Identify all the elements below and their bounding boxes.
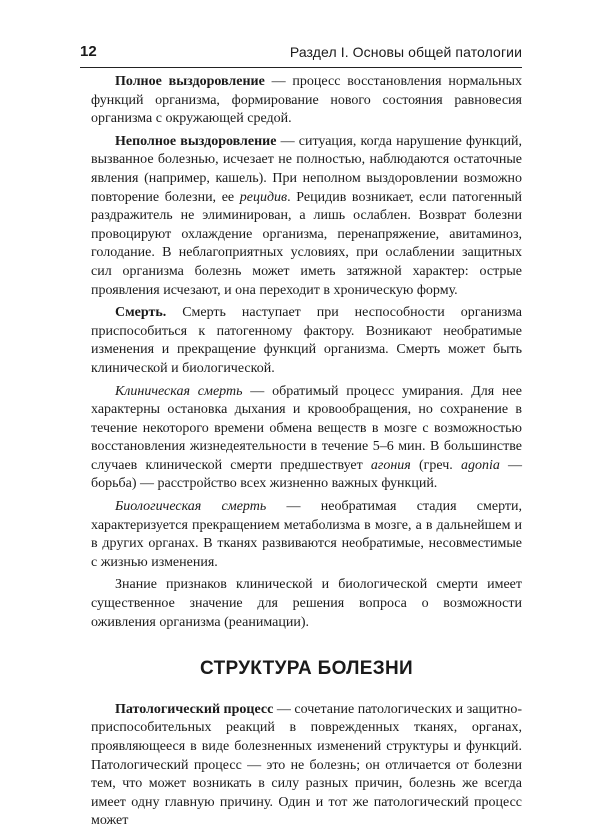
paragraph-text: — обратимый процесс умирания. Для нее характерны остановка дыхания и кровообращения, но сохранение в течение некоторого времени обмена веществ в мозге с возможностью восстановления жизнедеятельности в течение 5–6 мин. В большинстве случаев клинической смерти предшествует [91, 383, 522, 473]
paragraph-full-recovery [91, 73, 522, 129]
paragraph-text: — борьба) — расстройство всех жизненно важных функций. [91, 457, 523, 492]
term-full-recovery: Полное выздоровление [115, 74, 265, 89]
term-agony: агония [370, 457, 411, 473]
term-agonia: agonia [460, 457, 500, 473]
paragraph-text: (греч. [410, 457, 461, 473]
paragraph-death [91, 304, 522, 378]
term-biological-death: Биологическая смерть [115, 499, 267, 515]
paragraph-text: — необратимая стадия смерти, характеризуется прекращением метаболизма в мозге, а в дальнейшем и в других органах. В тканях развиваются необратимые, несовместимые с жизнью изменения. [91, 499, 522, 570]
term-partial-recovery: Неполное выздоровление [115, 133, 277, 149]
term-relapse: рецидив [239, 189, 288, 205]
paragraph-text: Смерть наступает при неспособности организма приспособиться к патогенному фактору. Возникают необратимые изменения и прекращение функций организма. Смерть может быть клинической и биологической. [91, 305, 522, 376]
paragraph-text: — сочетание патологических и защитно-приспособительных реакций в поврежденных тканях, органах, проявляющееся в виде болезненных изменений структуры и функций. Патологический процесс — это не болезнь; он отличается от болезни тем, что может возникать в силу разных причин, болезнь же всегда имеет одну главную причину. Один и тот же патологический процесс может [91, 701, 522, 829]
term-clinical-death: Клиническая смерть [115, 383, 243, 399]
paragraph-clinical-death [91, 383, 522, 495]
paragraph-partial-recovery [91, 133, 522, 300]
paragraph-text: — процесс восстановления нормальных функций организма, формирование нового состояния равновесия организма с окружающей средой. [91, 74, 523, 127]
paragraph-knowledge [91, 576, 522, 632]
running-header [80, 41, 522, 68]
term-pathological-process: Патологический процесс [115, 701, 274, 717]
paragraph-text: Знание признаков клинической и биологической смерти имеет существенное значение для решения вопроса о возможности оживления организма (реанимации). [91, 577, 522, 630]
section-heading: СТРУКТУРА БОЛЕЗНИ [200, 658, 413, 680]
paragraph-pathological-process [91, 701, 522, 831]
paragraph-text: — ситуация, когда нарушение функций, вызванное болезнью, исчезает не полностью, наблюдаются остаточные явления (например, кашель). При неполном выздоровлении возможно повторение болезни, ее [91, 133, 522, 205]
body-text [91, 73, 522, 831]
paragraph-biological-death [91, 498, 522, 572]
term-death: Смерть. [115, 305, 167, 321]
page-number: 12 [80, 43, 97, 60]
paragraph-text: . Рецидив возникает, если патогенный раздражитель не элиминирован, а лишь ослаблен. Возврат болезни провоцируют охлаждение организма, перенапряжение, авитаминоз, голодание. В неблагоприятных условиях, при ослаблении защитных сил организма болезнь может иметь затяжной характер: острые проявления исчезают, и она переходит в хроническую форму. [91, 189, 523, 298]
section-title: Раздел I. Основы общей патологии [289, 44, 522, 60]
